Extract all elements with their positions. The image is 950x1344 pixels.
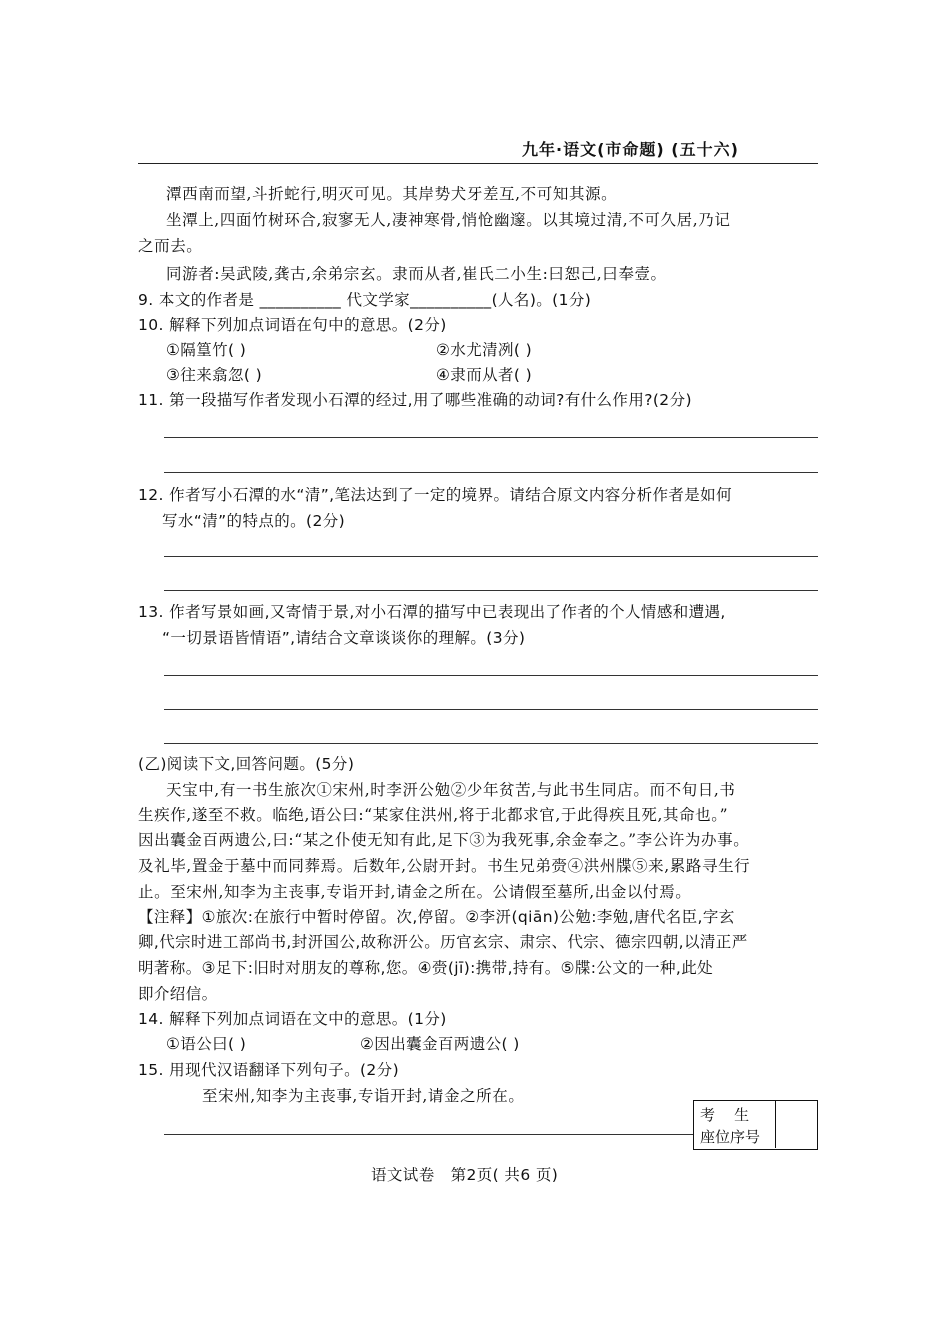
page-footer: 语文试卷 第2页( 共6 页) xyxy=(371,1166,559,1184)
notes-line: 【注释】①旅次:在旅行中暂时停留。次,停留。②李汧(qiān)公勉:李勉,唐代名臣,字玄 xyxy=(138,908,735,926)
question-10-item: ④隶而从者( ) xyxy=(436,366,533,384)
answer-line xyxy=(164,437,818,438)
question-10-item: ①隔篁竹( ) xyxy=(166,341,247,359)
question-12-line1: 12. 作者写小石潭的水“清”,笔法达到了一定的境界。请结合原文内容分析作者是如何 xyxy=(138,486,732,504)
section-b-passage-line: 及礼毕,置金于墓中而同葬焉。后数年,公尉开封。书生兄弟赍④洪州牒⑤来,累路寻生行 xyxy=(138,857,751,875)
answer-line xyxy=(164,1134,694,1135)
notes-line: 即介绍信。 xyxy=(138,985,218,1003)
question-10-item: ②水尤清冽( ) xyxy=(436,341,533,359)
notes-line: 明著称。③足下:旧时对朋友的尊称,您。④赍(jī):携带,持有。⑤牒:公文的一种,此处 xyxy=(138,959,714,977)
seat-box-divider xyxy=(775,1100,776,1148)
answer-line xyxy=(164,590,818,591)
translation-sentence: 至宋州,知李为主丧事,专诣开封,请金之所在。 xyxy=(202,1087,525,1105)
question-14-stem: 14. 解释下列加点词语在文中的意思。(1分) xyxy=(138,1010,447,1028)
passage-line: 坐潭上,四面竹树环合,寂寥无人,凄神寒骨,悄怆幽邃。以其境过清,不可久居,乃记 xyxy=(166,211,731,229)
header-rule xyxy=(138,163,818,164)
seat-box-label-2: 座位序号 xyxy=(700,1128,761,1146)
question-12-line2: 写水“清”的特点的。(2分) xyxy=(162,512,346,530)
section-b-passage-line: 因出囊金百两遗公,曰:“某之仆使无知有此,足下③为我死事,余金奉之。”李公许为办事。 xyxy=(138,831,750,849)
answer-line xyxy=(164,709,818,710)
notes-line: 卿,代宗时进工部尚书,封汧国公,故称汧公。历官玄宗、肃宗、代宗、德宗四朝,以清正严 xyxy=(138,933,748,951)
question-15-stem: 15. 用现代汉语翻译下列句子。(2分) xyxy=(138,1061,400,1079)
question-14-item: ②因出囊金百两遗公( ) xyxy=(360,1035,520,1053)
passage-line: 之而去。 xyxy=(138,237,203,255)
question-14-item: ①语公曰( ) xyxy=(166,1035,247,1053)
answer-line xyxy=(164,556,818,557)
passage-line: 潭西南而望,斗折蛇行,明灭可见。其岸势犬牙差互,不可知其源。 xyxy=(166,185,618,203)
section-b-passage-line: 天宝中,有一书生旅次①宋州,时李汧公勉②少年贫苦,与此书生同店。而不旬日,书 xyxy=(166,781,736,799)
question-9: 9. 本文的作者是 __________ 代文学家__________(人名)。(1分) xyxy=(138,291,592,309)
passage-line: 同游者:吴武陵,龚古,余弟宗玄。隶而从者,崔氏二小生:曰恕己,曰奉壹。 xyxy=(166,265,667,283)
page-header-title: 九年·语文(市命题) (五十六) xyxy=(522,140,739,159)
seat-number-field[interactable] xyxy=(777,1102,815,1147)
answer-line xyxy=(164,472,818,473)
question-11: 11. 第一段描写作者发现小石潭的经过,用了哪些准确的动词?有什么作用?(2分) xyxy=(138,391,692,409)
answer-line xyxy=(164,675,818,676)
seat-box-label-1: 考 生 xyxy=(700,1106,750,1124)
answer-line xyxy=(164,743,818,744)
section-b-title: (乙)阅读下文,回答问题。(5分) xyxy=(138,755,355,773)
question-13-line1: 13. 作者写景如画,又寄情于景,对小石潭的描写中已表现出了作者的个人情感和遭遇, xyxy=(138,603,726,621)
question-10-stem: 10. 解释下列加点词语在句中的意思。(2分) xyxy=(138,316,447,334)
section-b-passage-line: 生疾作,遂至不救。临绝,语公曰:“某家住洪州,将于北都求官,于此得疾且死,其命也。” xyxy=(138,806,729,824)
question-13-line2: “一切景语皆情语”,请结合文章谈谈你的理解。(3分) xyxy=(162,629,526,647)
question-10-item: ③往来翕忽( ) xyxy=(166,366,263,384)
section-b-passage-line: 止。至宋州,知李为主丧事,专诣开封,请金之所在。公请假至墓所,出金以付焉。 xyxy=(138,883,692,901)
